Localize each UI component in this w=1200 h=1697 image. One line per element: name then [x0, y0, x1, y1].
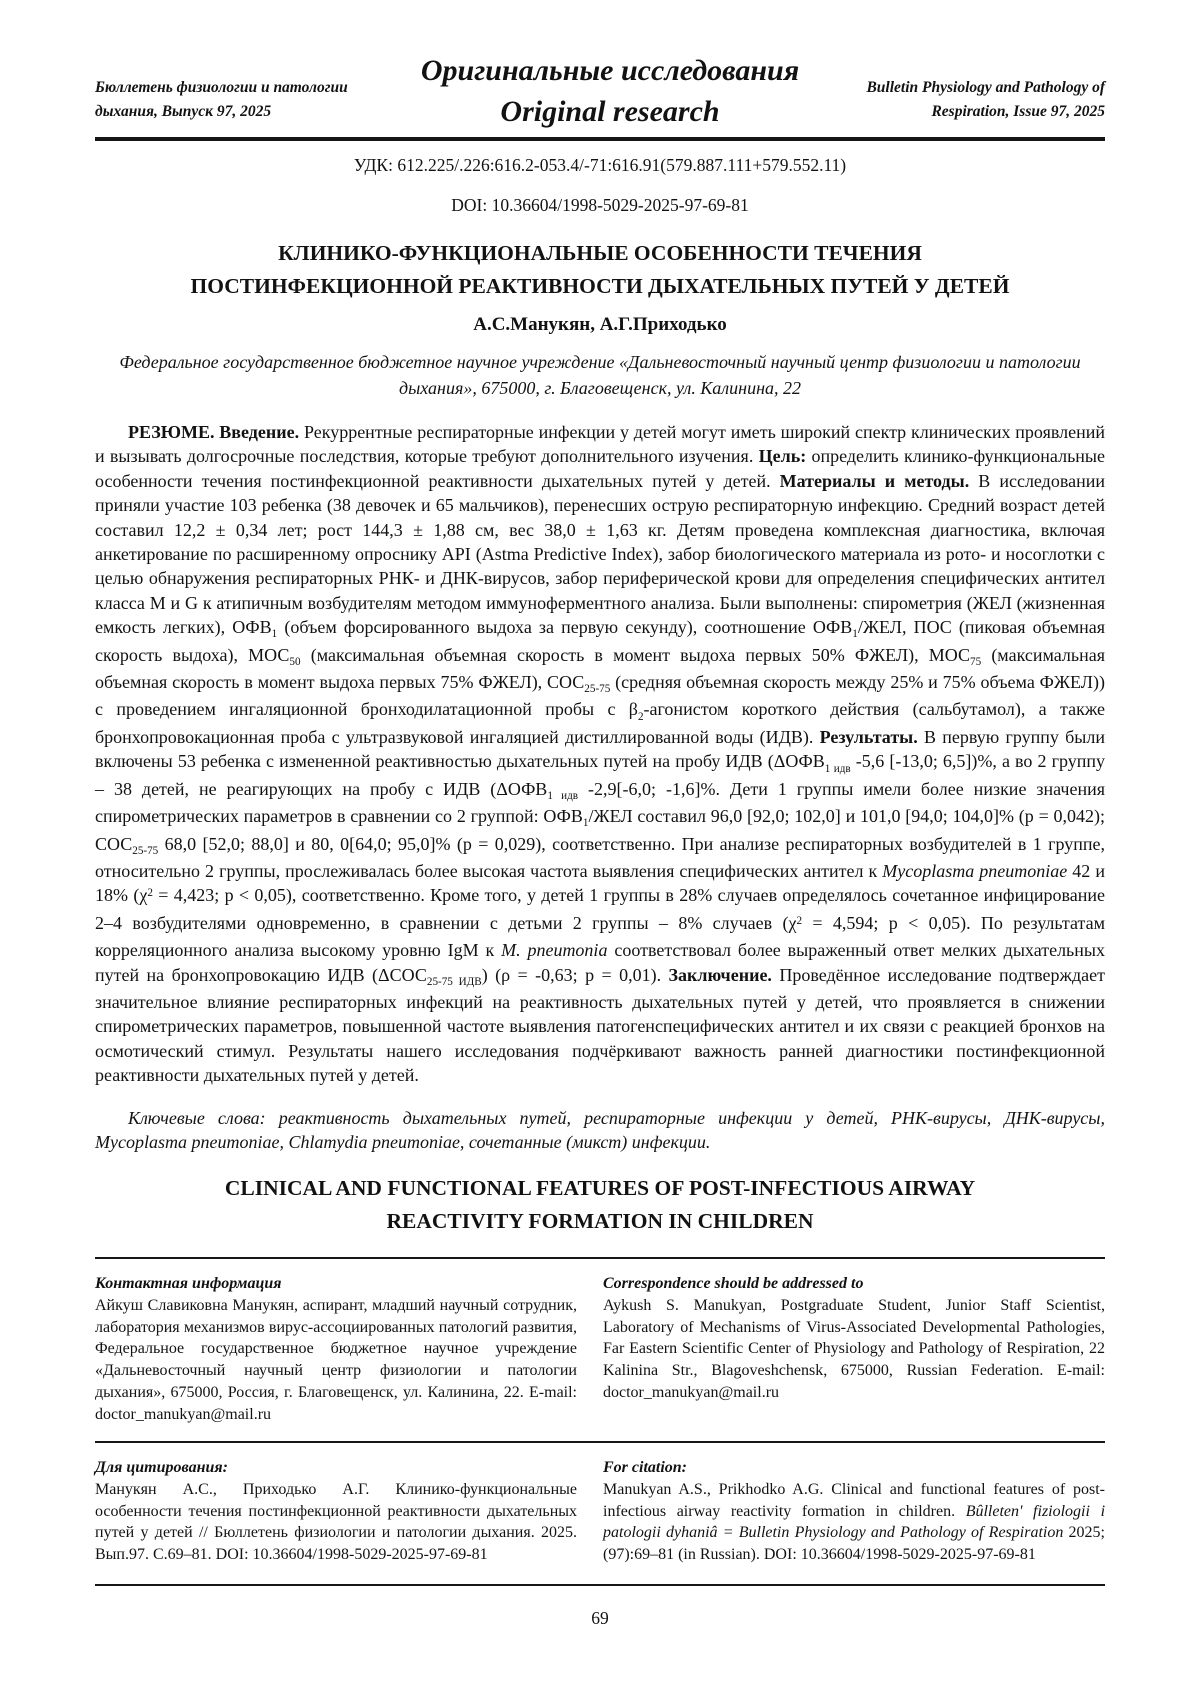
abstract-paragraph: РЕЗЮМЕ. Введение. Рекуррентные респираторные инфекции у детей могут иметь широкий спектр клинических проявлений и вызывать долгосрочные последствия, которые требуют дополнительного изучения. Цель: определить клинико-функциональные особенности течения постинфекционной реактивности дыхательных путей у детей. Материалы и методы. В исследовании приняли участие 103 ребенка (38 девочек и 65 мальчиков), перенесших острую респираторную инфекцию. Средний возраст детей составил 12,2 ± 0,34 лет; рост 144,3 ± 1,88 см, вес 38,0 ± 1,63 кг. Детям проведена комплексная диагностика, включая анкетирование по расширенному опроснику API (Astma Predictive Index), забор биологического материала из рото- и носоглотки с целью обнаружения респираторных РНК- и ДНК-вирусов, забор периферической крови для определения специфических антител класса M и G к атипичным возбудителям методом иммуноферментного анализа. Были выполнены: спирометрия (ЖЕЛ (жизненная емкость легких), $ОФВ_1$ (объем форсированного выдоха за первую секунду), соотношение $ОФВ_1$/ЖЕЛ, ПОС (пиковая объемная скорость выдоха), $МОС_{50}$ (максимальная объемная скорость в момент выдоха первых 50% ФЖЕЛ), $МОС_{75}$ (максимальная объемная скорость в момент выдоха первых 75% ФЖЕЛ), $СОС_{25-75}$ (средняя объемная скорость между 25% и 75% объема ФЖЕЛ)) с проведением ингаляционной бронходилатационной пробы с $\beta_2$-агонистом короткого действия (сальбутамол), а также бронхопровокационная проба с ультразвуковой ингаляцией дистиллированной воды (ИДВ). Результаты. В первую группу были включены 53 ребенка с измененной реактивностью дыхательных путей на пробу ИДВ ($\Delta ОФВ_{1 идв}$ -5,6 [-13,0; 6,5])%, а во 2 группу – 38 детей, не реагирующих на пробу с ИДВ ($\Delta ОФВ_{1 идв}$ -2,9[-6,0; -1,6]%. Дети 1 группы имели более низкие значения спирометрических параметров в сравнении со 2 группой: $ОФВ_1$/ЖЕЛ составил 96,0 [92,0; 102,0] и 101,0 [94,0; 104,0]% (р = 0,042); $СОС_{25-75}$ 68,0 [52,0; 88,0] и 80, 0[64,0; 95,0]% (р = 0,029), соответственно. При анализе респираторных возбудителей в 1 группе, относительно 2 группы, прослеживалась более высокая частота выявления специфических антител к Mycoplasma pneumoniae 42 и 18% ($\chi^2 = 4,423$; p < 0,05), соответственно. Кроме того, у детей 1 группы в 28% случаев определялось сочетанное инфицирование 2–4 возбудителями одновременно, в сравнении с детьми 2 группы – 8% случаев ($\chi^2 = 4,594$; p < 0,05). По результатам корреляционного анализа высокому уровню IgM к M. pneumonia соответствовал более выраженный ответ мелких дыхательных путей на бронхопровокацию ИДВ $(\Delta СОС_{25-75 ИДВ}) (\rho = -0,63$; p = 0,01). Заключение. Проведённое исследование подтверждает значительное влияние респираторных инфекций на реактивность дыхательных путей у детей, что проявляется в снижении спирометрических параметров, повышенной частоте выявления патогенспецифических антител и их связи с реакцией бронхов на осмотический стимул. Результаты нашего исследования подчёркивают важность ранней диагностики постинфекционной реактивности дыхательных путей у детей. [95, 422, 1106, 1086]
citation-heading-ru: Для цитирования: [95, 1459, 228, 1477]
affiliation-line: Федеральное государственное бюджетное научное учреждение «Дальневосточный научный центр физиологии и патологии дыхания», 675000, г. Благовещенск, ул. Калинина, 22 [119, 352, 1081, 398]
citation-heading-en: For citation: [603, 1459, 688, 1477]
udk-line: УДК: 612.225/.226:616.2-053.4/-71:616.91(579.887.111+579.552.11) [353, 155, 847, 175]
authors-line: А.С.Манукян, А.Г.Приходько [473, 314, 727, 335]
page-container [95, 0, 1105, 1629]
citation-body-en: Manukyan A.S., Prikhodko A.G. Clinical and functional features of post-infectious airway reactivity formation in children. Bûlleten' fiziologii i patologii dyhaniâ = Bulletin Physiology and Pathology of Respiration 2025; (97):69–81 (in Russian). DOI: 10.36604/1998-5029-2025-97-69-81 [603, 1481, 1106, 1564]
contact-heading-en: Correspondence should be addressed to [603, 1275, 864, 1293]
contact-section [95, 1259, 1105, 1441]
section-heading [363, 50, 857, 132]
header-rule [95, 137, 1105, 141]
citation-body-ru: Манукян А.С., Приходько А.Г. Клинико-функциональные особенности течения постинфекционной реактивности дыхательных путей у детей // Бюллетень физиологии и патологии дыхания. 2025. Вып.97. С.69–81. DOI: 10.36604/1998-5029-2025-97-69-81 [95, 1481, 577, 1564]
citation-column-ru [95, 1457, 577, 1566]
section-heading-en: Original research [500, 95, 720, 128]
section-heading-ru: Оригинальные исследования [420, 54, 800, 87]
page-number: 69 [591, 1607, 609, 1628]
article-title-ru [95, 237, 1105, 303]
bottom-rule [95, 1584, 1105, 1586]
page-header [95, 50, 1105, 132]
keywords-paragraph: Ключевые слова: реактивность дыхательных путей, респираторные инфекции у детей, РНК-вирусы, ДНК-вирусы, Mycoplasma pneumoniae, Chlamydia pneumoniae, сочетанные (микст) инфекции. [95, 1107, 1105, 1152]
article-title-en-line1: CLINICAL AND FUNCTIONAL FEATURES OF POST-INFECTIOUS AIRWAY [224, 1176, 976, 1201]
citation-section [95, 1443, 1105, 1584]
doi-line: DOI: 10.36604/1998-5029-2025-97-69-81 [451, 195, 749, 215]
contact-column-en [603, 1273, 1105, 1425]
citation-column-en [603, 1457, 1105, 1566]
article-title-ru-line1: КЛИНИКО-ФУНКЦИОНАЛЬНЫЕ ОСОБЕННОСТИ ТЕЧЕНИЯ [278, 241, 922, 265]
journal-title-en: Bulletin Physiology and Pathology of Respiration, Issue 97, 2025 [866, 79, 1105, 120]
contact-heading-ru: Контактная информация [95, 1275, 282, 1293]
article-title-en [95, 1172, 1105, 1238]
article-title-ru-line2: ПОСТИНФЕКЦИОННОЙ РЕАКТИВНОСТИ ДЫХАТЕЛЬНЫХ ПУТЕЙ У ДЕТЕЙ [190, 274, 1010, 298]
article-title-en-line2: REACTIVITY FORMATION IN CHILDREN [386, 1209, 814, 1234]
contact-body-ru: Айкуш Славиковна Манукян, аспирант, младший научный сотрудник, лаборатория механизмов вирус-ассоциированных патологий развития, Федеральное государственное бюджетное научное учреждение «Дальневосточный научный центр физиологии и патологии дыхания», 675000, Россия, г. Благовещенск, ул. Калинина, 22. E-mail: doctor_manukyan@mail.ru [95, 1297, 577, 1423]
journal-title-ru: Бюллетень физиологии и патологии дыхания, Выпуск 97, 2025 [95, 79, 348, 120]
contact-column-ru [95, 1273, 577, 1425]
contact-body-en: Aykush S. Manukyan, Postgraduate Student, Junior Staff Scientist, Laboratory of Mechanisms of Virus-Associated Developmental Pathologies, Far Eastern Scientific Center of Physiology and Pathology of Respiration, 22 Kalinina Str., Blagoveshchensk, 675000, Russian Federation. E-mail: doctor_manukyan@mail.ru [603, 1297, 1105, 1401]
